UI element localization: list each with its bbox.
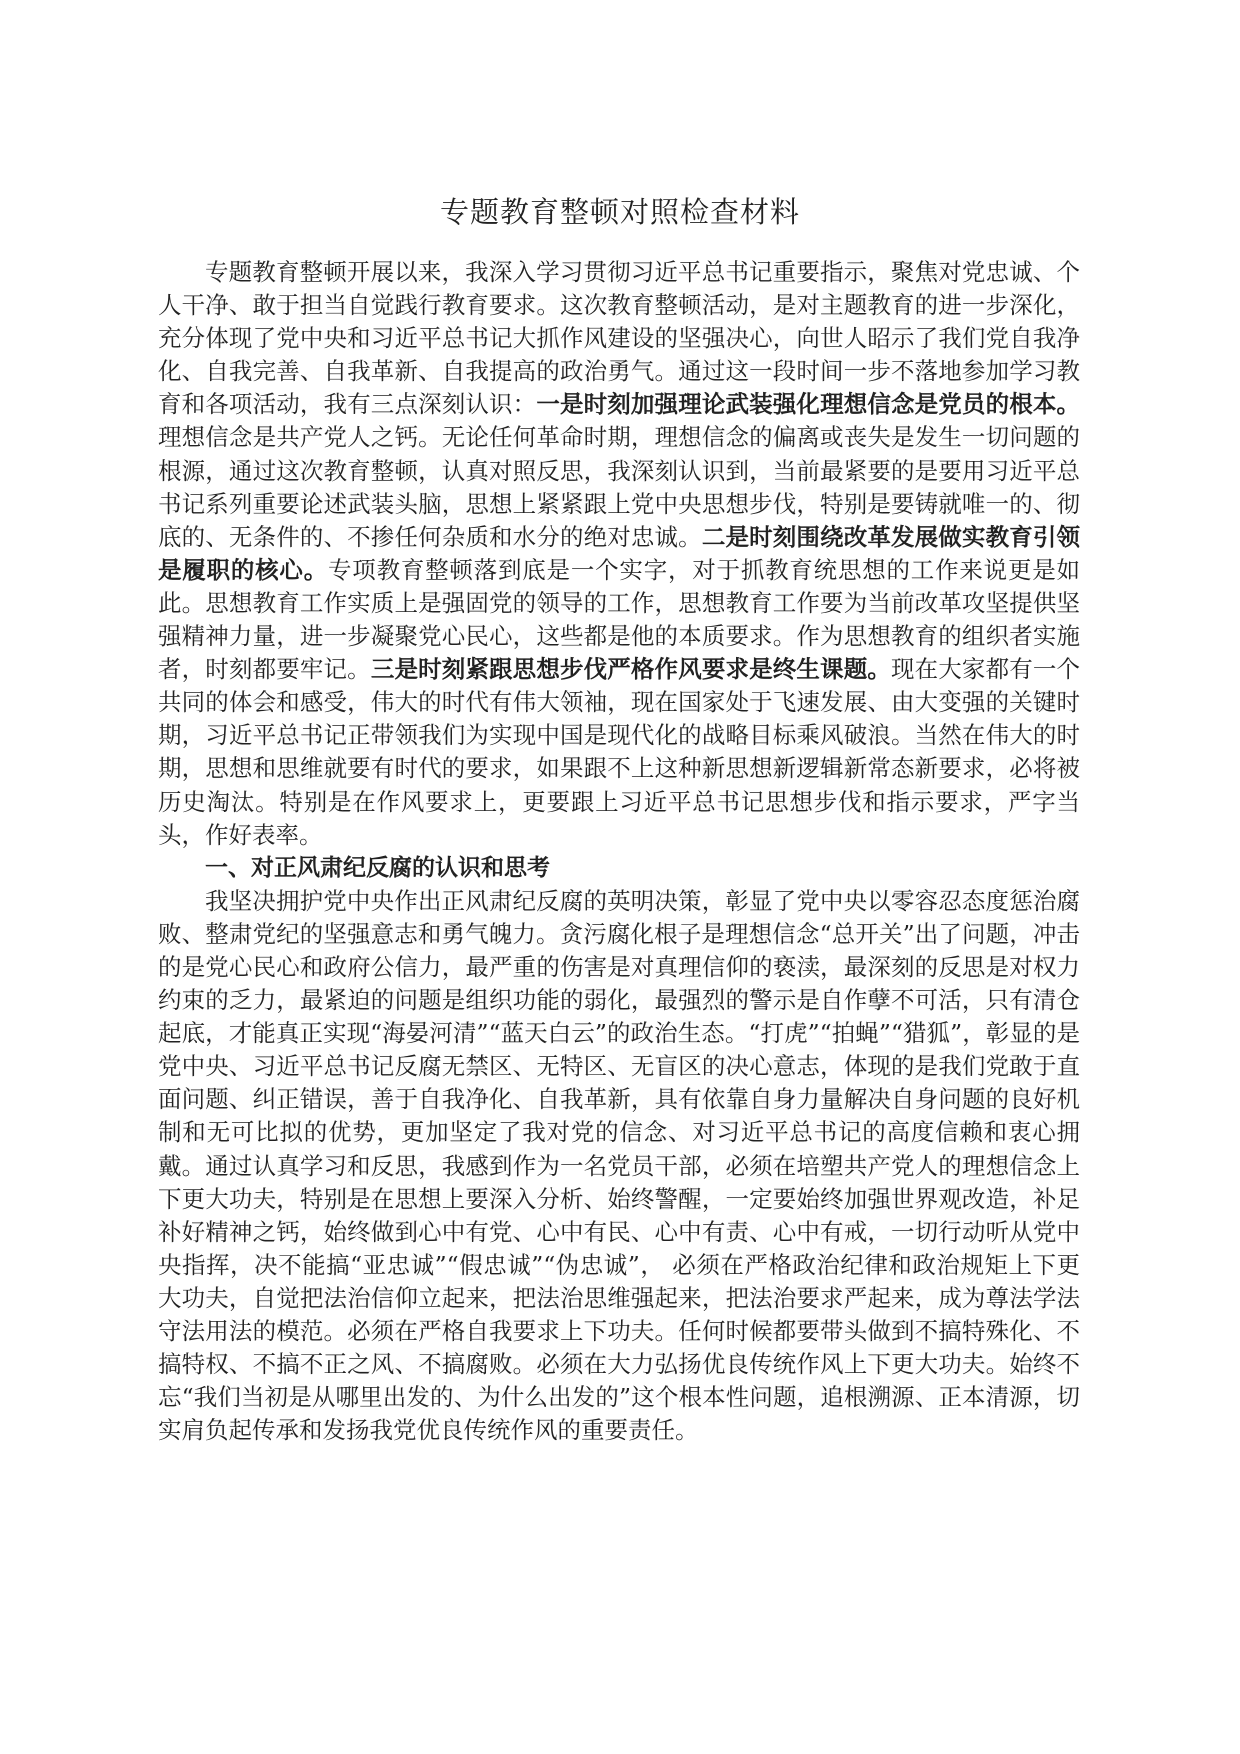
document-title: 专题教育整顿对照检查材料 bbox=[439, 195, 800, 229]
intro-text-3: 专项教育整顿落到底是一个实字，对于抓教育统思想的工作来说更是如此。思想教育工作实质上是强固党的领导的工作，思想教育工作要为当前改革攻坚提供坚强精神力量，进一步凝聚党心民心，这些都是他的本质要求。作为思想教育的组织者实施者，时刻都要牢记。 bbox=[158, 555, 1081, 684]
section-1-paragraph: 我坚决拥护党中央作出正风肃纪反腐的英明决策，彰显了党中央以零容忍态度惩治腐败、整肃党纪的坚强意志和勇气魄力。贪污腐化根子是理想信念“总开关”出了问题，冲击的是党心民心和政府公信力，最严重的伤害是对真理信仰的亵渎，最深刻的反思是对权力约束的乏力，最紧迫的问题是组织功能的弱化，最强烈的警示是自作孽不可活，只有清仓起底，才能真正实现“海晏河清”“蓝天白云”的政治生态。“打虎”“拍蝇”“猎狐”，彰显的是党中央、习近平总书记反腐无禁区、无特区、无盲区的决心意志，体现的是我们党敢于直面问题、纠正错误，善于自我净化、自我革新，具有依靠自身力量解决自身问题的良好机制和无可比拟的优势，更加坚定了我对党的信念、对习近平总书记的高度信赖和衷心拥戴。通过认真学习和反思，我感到作为一名党员干部，必须在培塑共产党人的理想信念上下更大功夫，特别是在思想上要深入分析、始终警醒，一定要始终加强世界观改造，补足补好精神之钙，始终做到心中有党、心中有民、心中有责、心中有戒，一切行动听从党中央指挥，决不能搞“亚忠诚”“假忠诚”“伪忠诚”， 必须在严格政治纪律和政治规矩上下更大功夫，自觉把法治信仰立起来，把法治思维强起来，把法治要求严起来，成为尊法学法守法用法的模范。必须在严格自我要求上下功夫。任何时候都要带头做到不搞特殊化、不搞特权、不搞不正之风、不搞腐败。必须在大力弘扬优良传统作风上下更大功夫。始终不忘“我们当初是从哪里出发的、为什么出发的”这个根本性问题，追根溯源、正本清源，切实肩负起传承和发扬我党优良传统作风的重要责任。 bbox=[158, 886, 1080, 1445]
intro-key-point-3: 三是时刻紧跟思想步伐严格作风要求是终生课题。 bbox=[370, 655, 891, 684]
intro-paragraph bbox=[158, 256, 1080, 852]
intro-key-point-1: 一是时刻加强理论武装强化理想信念是党员的根本。 bbox=[536, 390, 1081, 419]
intro-text-2: 理想信念是共产党人之钙。无论任何革命时期，理想信念的偏离或丧失是发生一切问题的根源，通过这次教育整顿，认真对照反思，我深刻认识到，当前最紧要的是要用习近平总书记系列重要论述武装头脑，思想上紧紧跟上党中央思想步伐，特别是要铸就唯一的、彻底的、无条件的、不掺任何杂质和水分的绝对忠诚。 bbox=[158, 423, 1080, 551]
document-body bbox=[158, 256, 1080, 1447]
intro-text-4: 现在大家都有一个共同的体会和感受，伟大的时代有伟大领袖，现在国家处于飞速发展、由大变强的关键时期，习近平总书记正带领我们为实现中国是现代化的战略目标乘风破浪。当然在伟大的时期，思想和思维就要有时代的要求，如果跟不上这种新思想新逻辑新常态新要求，必将被历史淘汰。特别是在作风要求上，更要跟上习近平总书记思想步伐和指示要求，严字当头，作好表率。 bbox=[158, 655, 1081, 849]
intro-text-1: 专题教育整顿开展以来，我深入学习贯彻习近平总书记重要指示，聚焦对党忠诚、个人干净、敢于担当自觉践行教育要求。这次教育整顿活动，是对主题教育的进一步深化，充分体现了党中央和习近平总书记大抓作风建设的坚强决心，向世人昭示了我们党自我净化、自我完善、自我革新、自我提高的政治勇气。通过这一段时间一步不落地参加学习教育和各项活动，我有三点深刻认识： bbox=[158, 258, 1080, 419]
intro-key-point-2: 二是时刻围绕改革发展做实教育引领是履职的核心。 bbox=[158, 522, 1080, 584]
section-1-heading: 一、对正风肃纪反腐的认识和思考 bbox=[205, 854, 550, 881]
